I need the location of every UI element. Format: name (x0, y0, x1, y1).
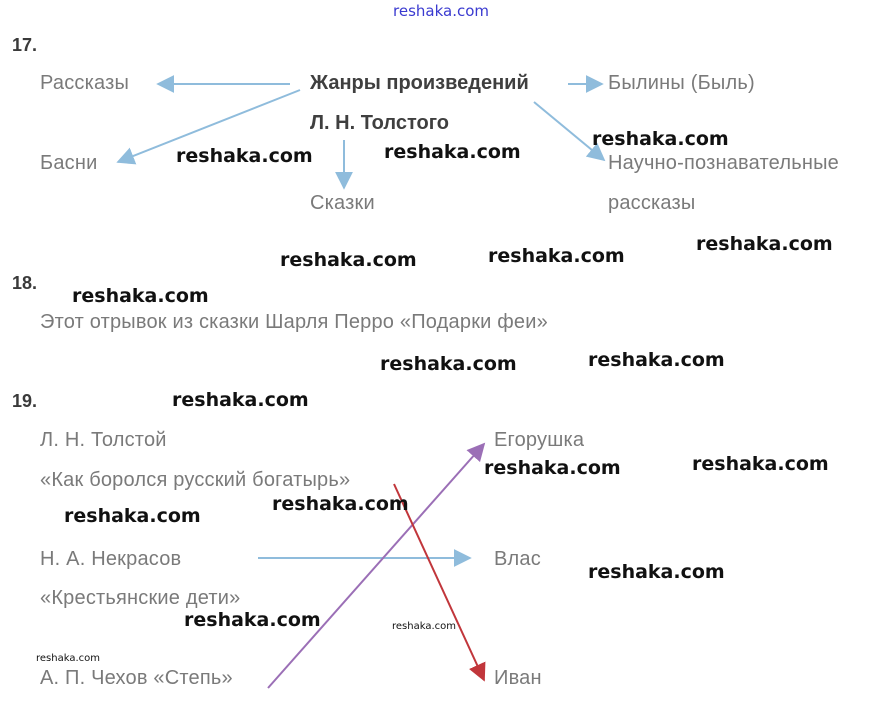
character-vlas: Влас (494, 548, 541, 570)
genre-skazki: Сказки (310, 192, 375, 214)
task-19-number: 19. (12, 391, 38, 411)
watermark-small: reshaka.com (392, 621, 456, 632)
watermark: reshaka.com (696, 233, 833, 255)
task-17-number: 17. (12, 35, 38, 55)
genre-byliny: Былины (Быль) (608, 72, 755, 94)
task-18-number: 18. (12, 273, 38, 293)
genre-nauchno-line2: рассказы (608, 192, 696, 214)
watermark: reshaka.com (64, 505, 201, 527)
genre-rasskazy: Рассказы (40, 72, 130, 94)
genre-basni: Басни (40, 152, 98, 174)
watermark: reshaka.com (72, 285, 209, 307)
tolstoy-work: «Как боролся русский богатырь» (40, 469, 351, 491)
task-18-answer: Этот отрывок из сказки Шарля Перро «Подарки феи» (40, 311, 548, 333)
watermark: reshaka.com (380, 353, 517, 375)
header-watermark: reshaka.com (393, 2, 489, 20)
watermark: reshaka.com (588, 349, 725, 371)
watermark: reshaka.com (172, 389, 309, 411)
watermark: reshaka.com (176, 145, 313, 167)
character-ivan: Иван (494, 667, 542, 689)
watermark: reshaka.com (692, 453, 829, 475)
character-egorushka: Егорушка (494, 429, 585, 451)
watermark: reshaka.com (592, 128, 729, 150)
watermark: reshaka.com (272, 493, 409, 515)
nekrasov-author: Н. А. Некрасов (40, 548, 182, 570)
watermark-small: reshaka.com (36, 653, 100, 664)
watermark: reshaka.com (488, 245, 625, 267)
tolstoy-author: Л. Н. Толстой (40, 429, 167, 451)
watermark: reshaka.com (280, 249, 417, 271)
genres-center-line2: Л. Н. Толстого (310, 112, 449, 134)
genres-center-line1: Жанры произведений (310, 72, 529, 94)
watermark: reshaka.com (384, 141, 521, 163)
watermark: reshaka.com (184, 609, 321, 631)
watermark: reshaka.com (484, 457, 621, 479)
nekrasov-work: «Крестьянские дети» (40, 587, 241, 609)
watermark: reshaka.com (588, 561, 725, 583)
genre-nauchno-line1: Научно-познавательные (608, 152, 839, 174)
chekhov-work: А. П. Чехов «Степь» (40, 667, 233, 689)
